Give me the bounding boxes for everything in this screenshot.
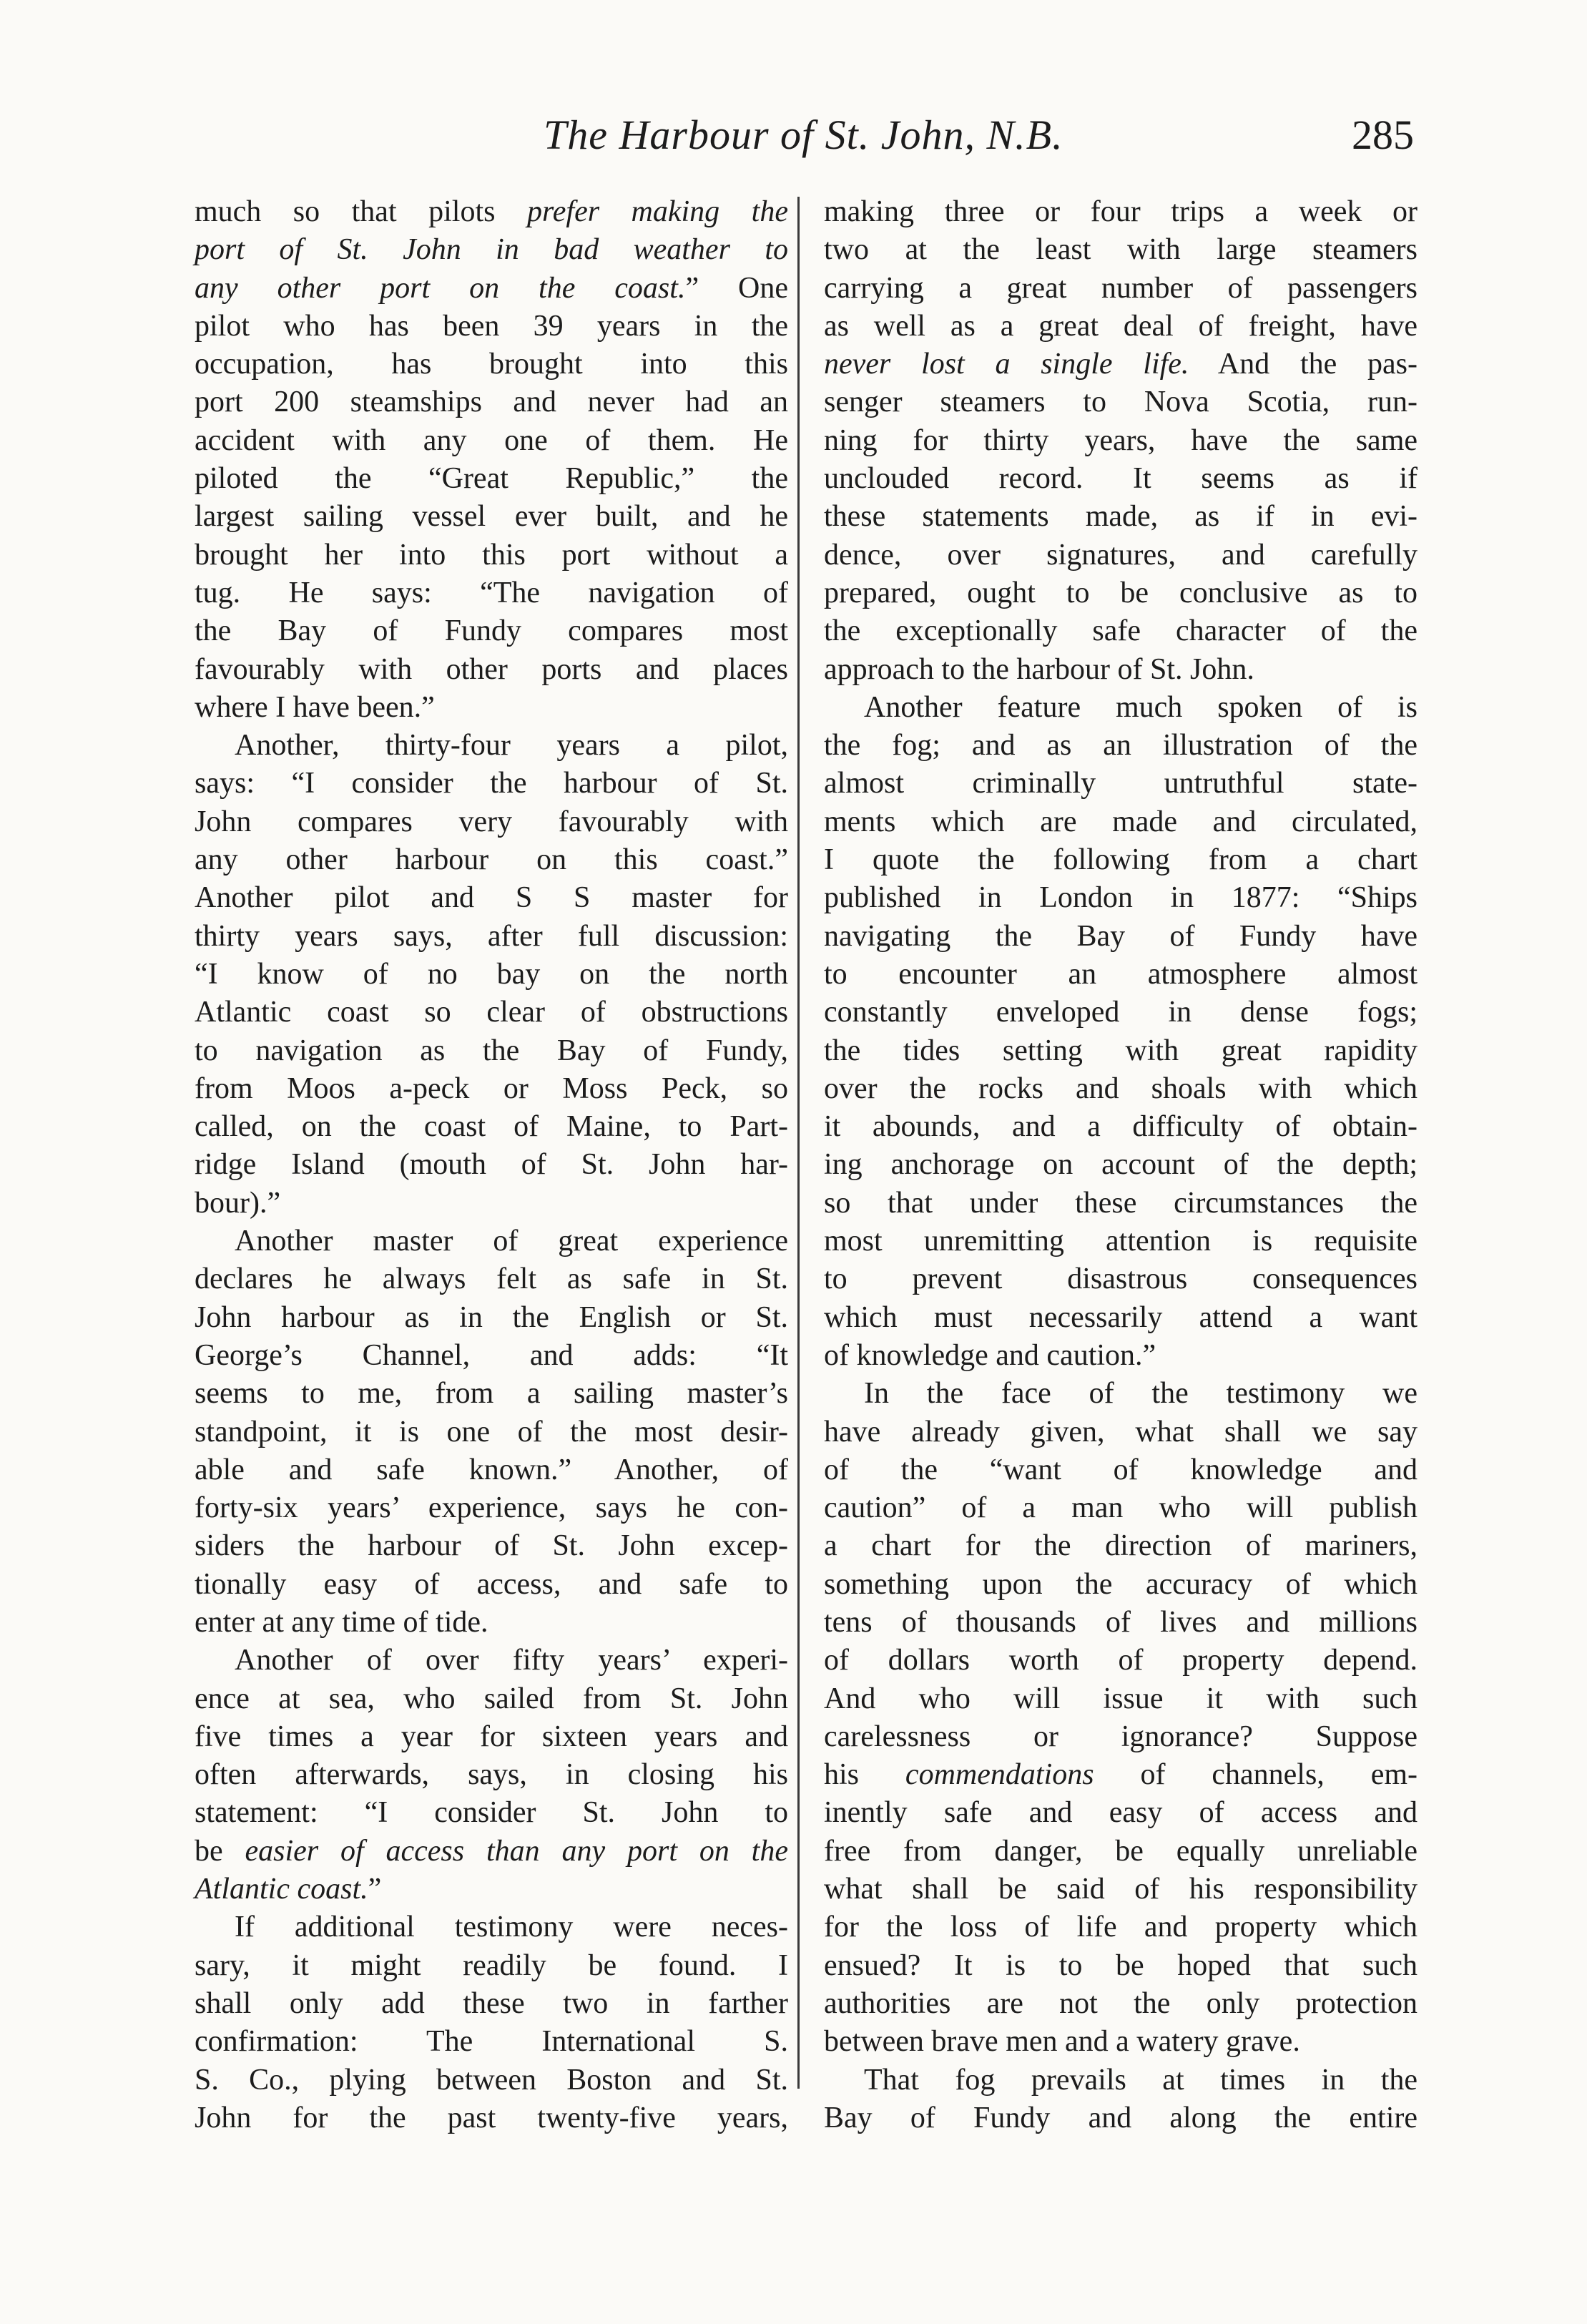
text-run: where I have been.”	[195, 690, 435, 724]
text-line	[824, 1108, 1418, 1146]
text-run: making three or four trips a week or	[824, 195, 1418, 228]
text-run: dence, over signatures, and carefully	[824, 538, 1418, 572]
text-line	[195, 383, 788, 421]
text-run: to encounter an atmosphere almost	[824, 957, 1418, 991]
text-run: pilot who has been 39 years in the	[195, 309, 788, 343]
text-line	[824, 498, 1418, 536]
text-run: navigating the Bay of Fundy have	[824, 919, 1418, 953]
text-run: for the loss of life and property which	[824, 1911, 1418, 1944]
text-line	[195, 994, 788, 1031]
text-run: it abounds, and a difficulty of obtain-	[824, 1110, 1418, 1144]
text-run: Another of over fifty years’ experi-	[235, 1644, 788, 1677]
running-title: The Harbour of St. John, N.B.	[544, 112, 1063, 158]
text-run: called, on the coast of Maine, to Part-	[195, 1110, 788, 1144]
text-line	[824, 1680, 1418, 1718]
text-run: of dollars worth of property depend.	[824, 1644, 1418, 1677]
text-line	[824, 1947, 1418, 1985]
text-run: ments which are made and circulated,	[824, 805, 1418, 838]
text-line	[195, 1642, 788, 1680]
left-column	[195, 193, 788, 2137]
text-line	[195, 460, 788, 498]
running-header	[0, 111, 1587, 161]
text-line	[195, 231, 788, 269]
italic-text: port of St. John in bad weather to	[195, 233, 788, 267]
text-run: over the rocks and shoals with which	[824, 1072, 1418, 1105]
text-line	[195, 1375, 788, 1413]
text-line	[195, 536, 788, 574]
text-line	[195, 1604, 788, 1642]
text-line	[195, 308, 788, 345]
text-run: That fog prevails at times in the	[864, 2063, 1418, 2097]
text-run: statement: “I consider St. John to	[195, 1796, 788, 1830]
text-run: what shall be said of his responsibility	[824, 1873, 1418, 1906]
text-run: authorities are not the only protection	[824, 1986, 1418, 2020]
text-line	[195, 498, 788, 536]
text-line	[824, 1566, 1418, 1604]
text-run: forty-six years’ experience, says he con-	[195, 1491, 788, 1525]
text-run: bour).”	[195, 1186, 281, 1220]
text-run: And who will issue it with such	[824, 1682, 1418, 1715]
text-line	[824, 727, 1418, 765]
text-run: carrying a great number of passengers	[824, 271, 1418, 305]
text-run: siders the harbour of St. John excep-	[195, 1529, 788, 1563]
text-line	[824, 956, 1418, 994]
text-line	[195, 1299, 788, 1337]
text-line	[195, 765, 788, 803]
text-run: unclouded record. It seems as if	[824, 462, 1418, 496]
text-run: something upon the accuracy of which	[824, 1567, 1418, 1601]
text-run: John compares very favourably with	[195, 805, 788, 838]
text-run: If additional testimony were neces-	[235, 1911, 788, 1944]
text-line	[824, 918, 1418, 956]
text-line	[824, 1260, 1418, 1298]
text-line	[824, 1794, 1418, 1832]
text-line	[195, 1947, 788, 1985]
text-run: of channels, em-	[1094, 1758, 1418, 1792]
text-line	[824, 1833, 1418, 1871]
text-run: In the face of the testimony we	[864, 1377, 1418, 1411]
text-run: prepared, ought to be conclusive as to	[824, 576, 1418, 609]
text-line	[195, 1756, 788, 1794]
text-line	[195, 1451, 788, 1489]
text-run: his	[824, 1758, 905, 1792]
text-line	[824, 345, 1418, 383]
text-line	[195, 1871, 788, 1908]
text-line	[824, 879, 1418, 917]
text-run: “I know of no bay on the north	[195, 957, 788, 991]
text-run: the Bay of Fundy compares most	[195, 614, 788, 648]
text-run: Another master of great experience	[235, 1225, 788, 1258]
text-run: declares he always felt as safe in St.	[195, 1262, 788, 1296]
text-run: a chart for the direction of mariners,	[824, 1529, 1418, 1563]
text-line	[195, 1908, 788, 1946]
italic-text: prefer making the	[526, 195, 788, 228]
text-line	[195, 1413, 788, 1451]
text-run: tens of thousands of lives and millions	[824, 1605, 1418, 1639]
text-line	[824, 574, 1418, 612]
text-run: caution” of a man who will publish	[824, 1491, 1418, 1525]
text-run: free from danger, be equally unreliable	[824, 1834, 1418, 1868]
text-line	[195, 841, 788, 879]
text-line	[195, 651, 788, 689]
text-run: as well as a great deal of freight, have	[824, 309, 1418, 343]
text-line	[195, 879, 788, 917]
text-line	[824, 651, 1418, 689]
text-run: shall only add these two in farther	[195, 1986, 788, 2020]
text-line	[195, 612, 788, 650]
text-line	[824, 1451, 1418, 1489]
text-run: five times a year for sixteen years and	[195, 1720, 788, 1753]
italic-text: never lost a single life.	[824, 348, 1189, 381]
text-line	[195, 574, 788, 612]
text-run: published in London in 1877: “Ships	[824, 881, 1418, 915]
text-line	[195, 689, 788, 727]
text-run: able and safe known.” Another, of	[195, 1453, 788, 1486]
text-run: almost criminally untruthful state-	[824, 767, 1418, 800]
text-line	[195, 1337, 788, 1375]
text-run: have already given, what shall we say	[824, 1415, 1418, 1448]
text-run: ing anchorage on account of the depth;	[824, 1148, 1418, 1182]
text-line	[824, 1146, 1418, 1184]
text-line	[824, 1527, 1418, 1565]
text-run: ensued? It is to be hoped that such	[824, 1948, 1418, 1982]
text-line	[824, 1413, 1418, 1451]
text-run: to navigation as the Bay of Fundy,	[195, 1034, 788, 1067]
text-run: ”	[368, 1873, 382, 1906]
text-line	[824, 1375, 1418, 1413]
text-line	[195, 1146, 788, 1184]
text-run: senger steamers to Nova Scotia, run-	[824, 386, 1418, 419]
column-rule	[797, 197, 800, 2089]
text-line	[824, 231, 1418, 269]
text-line	[195, 270, 788, 308]
text-line	[824, 1642, 1418, 1680]
text-line	[824, 193, 1418, 231]
text-run: seems to me, from a sailing master’s	[195, 1377, 788, 1411]
text-line	[195, 193, 788, 231]
text-run: most unremitting attention is requisite	[824, 1225, 1418, 1258]
text-run: the exceptionally safe character of the	[824, 614, 1418, 648]
text-run: standpoint, it is one of the most desir-	[195, 1415, 788, 1448]
text-line	[824, 2099, 1418, 2137]
page-number: 285	[1352, 112, 1414, 158]
text-line	[195, 1222, 788, 1260]
text-run: S. Co., plying between Boston and St.	[195, 2063, 788, 2097]
text-line	[195, 422, 788, 460]
text-run: from Moos a-peck or Moss Peck, so	[195, 1072, 788, 1105]
text-line	[824, 422, 1418, 460]
text-run: enter at any time of tide.	[195, 1605, 488, 1639]
text-line	[195, 1108, 788, 1146]
text-run: so that under these circumstances the	[824, 1186, 1418, 1220]
text-line	[195, 956, 788, 994]
text-line	[824, 383, 1418, 421]
text-run: piloted the “Great Republic,” the	[195, 462, 788, 496]
text-run: ridge Island (mouth of St. John har-	[195, 1148, 788, 1182]
text-line	[824, 1185, 1418, 1222]
text-line	[195, 2023, 788, 2061]
text-run: brought her into this port without a	[195, 538, 788, 572]
text-run: to prevent disastrous consequences	[824, 1262, 1418, 1296]
text-run: two at the least with large steamers	[824, 233, 1418, 267]
text-line	[824, 994, 1418, 1031]
text-run: approach to the harbour of St. John.	[824, 652, 1254, 686]
text-line	[195, 727, 788, 765]
text-run: ning for thirty years, have the same	[824, 423, 1418, 457]
text-line	[824, 612, 1418, 650]
text-line	[195, 1260, 788, 1298]
text-line	[195, 1985, 788, 2023]
text-run: thirty years says, after full discussion:	[195, 919, 788, 953]
text-line	[824, 689, 1418, 727]
text-run: occupation, has brought into this	[195, 348, 788, 381]
text-line	[195, 918, 788, 956]
italic-text: any other port on the coast.	[195, 271, 686, 305]
text-run: favourably with other ports and places	[195, 652, 788, 686]
italic-text: commendations	[905, 1758, 1094, 1792]
text-line	[195, 2099, 788, 2137]
text-run: of knowledge and caution.”	[824, 1338, 1156, 1372]
text-line	[195, 1489, 788, 1527]
text-run: And the pas-	[1189, 348, 1418, 381]
text-run: Another feature much spoken of is	[864, 690, 1418, 724]
right-column	[824, 193, 1418, 2137]
text-line	[195, 1718, 788, 1756]
text-run: the fog; and as an illustration of the	[824, 729, 1418, 763]
text-line	[195, 1566, 788, 1604]
text-line	[824, 1299, 1418, 1337]
text-line	[195, 1070, 788, 1108]
text-line	[195, 345, 788, 383]
text-line	[824, 1604, 1418, 1642]
text-line	[824, 765, 1418, 803]
text-run: George’s Channel, and adds: “It	[195, 1338, 788, 1372]
text-run: tionally easy of access, and safe to	[195, 1567, 788, 1601]
text-run: which must necessarily attend a want	[824, 1300, 1418, 1334]
text-line	[824, 1222, 1418, 1260]
text-run: confirmation: The International S.	[195, 2025, 788, 2059]
text-run: the tides setting with great rapidity	[824, 1034, 1418, 1067]
text-run: says: “I consider the harbour of St.	[195, 767, 788, 800]
text-line	[824, 2061, 1418, 2099]
text-run: I quote the following from a chart	[824, 843, 1418, 877]
text-run: Atlantic coast so clear of obstructions	[195, 996, 788, 1029]
text-run: John harbour as in the English or St.	[195, 1300, 788, 1334]
text-run: John for the past twenty-five years,	[195, 2101, 788, 2134]
text-line	[824, 1908, 1418, 1946]
text-run: ” One	[685, 271, 788, 305]
text-run: port 200 steamships and never had an	[195, 386, 788, 419]
text-run: ence at sea, who sailed from St. John	[195, 1682, 788, 1715]
text-run: constantly enveloped in dense fogs;	[824, 996, 1418, 1029]
text-run: any other harbour on this coast.”	[195, 843, 788, 877]
text-run: tug. He says: “The navigation of	[195, 576, 788, 609]
text-line	[824, 841, 1418, 879]
text-run: accident with any one of them. He	[195, 423, 788, 457]
text-run: Another pilot and S S master for	[195, 881, 788, 915]
text-line	[195, 1032, 788, 1070]
text-line	[824, 1337, 1418, 1375]
text-line	[824, 1871, 1418, 1908]
text-run: sary, it might readily be found. I	[195, 1948, 788, 1982]
text-line	[824, 460, 1418, 498]
text-line	[824, 1032, 1418, 1070]
text-run: between brave men and a watery grave.	[824, 2025, 1300, 2059]
text-line	[195, 1680, 788, 1718]
text-line	[195, 803, 788, 841]
text-run: inently safe and easy of access and	[824, 1796, 1418, 1830]
text-run: of the “want of knowledge and	[824, 1453, 1418, 1486]
text-line	[824, 1756, 1418, 1794]
text-line	[824, 1985, 1418, 2023]
italic-text: easier of access than any port on the	[245, 1834, 788, 1868]
text-line	[824, 2023, 1418, 2061]
text-line	[195, 2061, 788, 2099]
text-line	[824, 1718, 1418, 1756]
text-line	[824, 270, 1418, 308]
text-line	[824, 308, 1418, 345]
text-line	[824, 536, 1418, 574]
text-line	[195, 1794, 788, 1832]
text-run: Another, thirty-four years a pilot,	[235, 729, 788, 763]
text-run: Bay of Fundy and along the entire	[824, 2101, 1418, 2134]
text-line	[195, 1185, 788, 1222]
text-run: largest sailing vessel ever built, and he	[195, 500, 788, 534]
text-line	[824, 803, 1418, 841]
italic-text: Atlantic coast.	[195, 1873, 368, 1906]
text-line	[824, 1489, 1418, 1527]
text-line	[824, 1070, 1418, 1108]
text-run: much so that pilots	[195, 195, 527, 228]
text-run: often afterwards, says, in closing his	[195, 1758, 788, 1792]
text-run: these statements made, as if in evi-	[824, 500, 1418, 534]
text-run: carelessness or ignorance? Suppose	[824, 1720, 1418, 1753]
text-line	[195, 1833, 788, 1871]
text-run: be	[195, 1834, 245, 1868]
text-line	[195, 1527, 788, 1565]
